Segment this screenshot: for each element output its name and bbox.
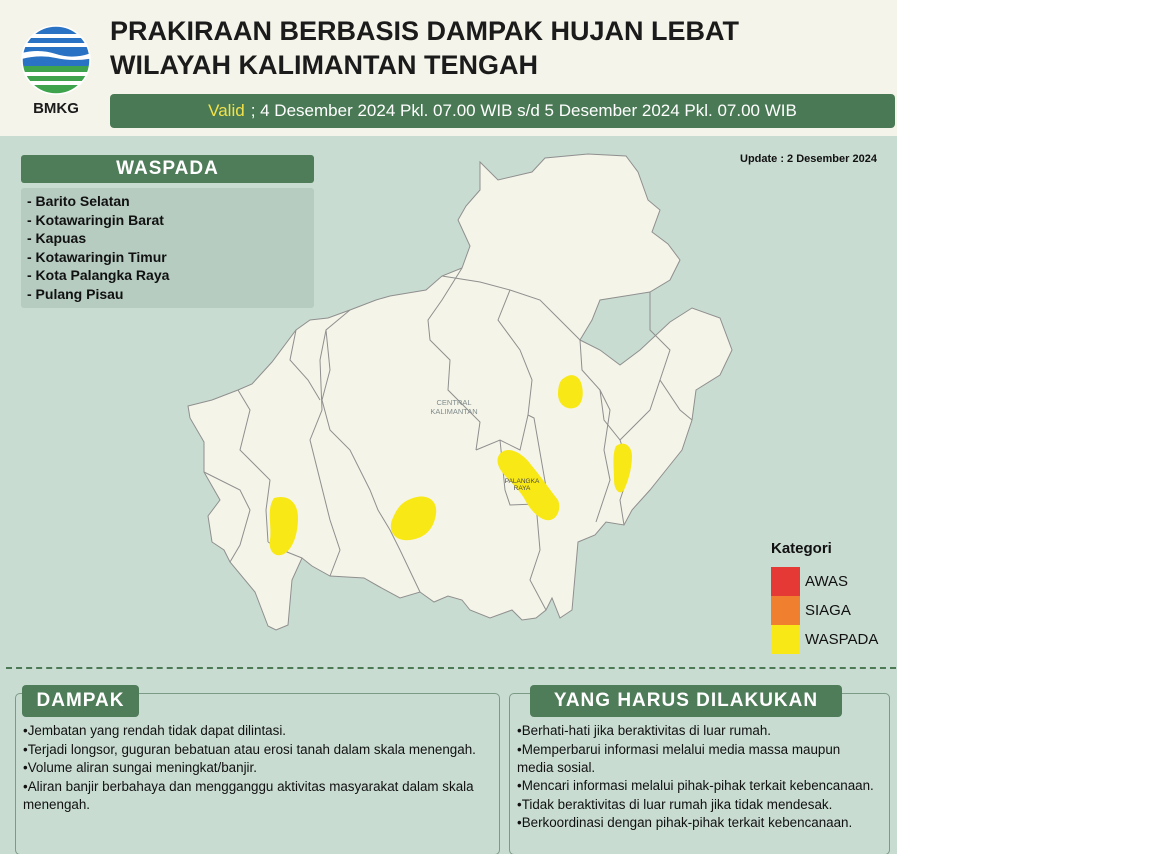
tindakan-item: • Memperbarui informasi melalui media massa maupun media sosial. bbox=[517, 741, 877, 777]
header bbox=[0, 0, 897, 136]
update-date: Update : 2 Desember 2024 bbox=[740, 153, 877, 165]
page-title bbox=[110, 14, 739, 82]
legend-swatch-awas bbox=[771, 567, 800, 596]
legend-swatch-waspada bbox=[771, 625, 800, 654]
legend bbox=[771, 540, 878, 654]
province-label-1: CENTRAL bbox=[436, 398, 472, 407]
dampak-panel bbox=[15, 690, 500, 854]
tindakan-item: • Mencari informasi melalui pihak-pihak terkait kebencanaan. bbox=[517, 777, 877, 795]
dampak-list bbox=[23, 722, 487, 814]
title-line-2: WILAYAH KALIMANTAN TENGAH bbox=[110, 50, 538, 80]
region-item: - Kotawaringin Barat bbox=[27, 211, 164, 228]
tindakan-panel bbox=[509, 690, 890, 854]
waspada-region-box bbox=[21, 155, 314, 308]
tindakan-item: • Berhati-hati jika beraktivitas di luar rumah. bbox=[517, 722, 877, 740]
bmkg-logo bbox=[18, 22, 94, 118]
region-item: - Pulang Pisau bbox=[27, 285, 124, 302]
waspada-area-barito-utara bbox=[558, 375, 583, 408]
tindakan-list bbox=[517, 722, 877, 833]
region-item: - Kota Palangka Raya bbox=[27, 267, 170, 284]
legend-item-siaga bbox=[771, 596, 878, 625]
region-item: - Barito Selatan bbox=[27, 193, 130, 209]
legend-swatch-siaga bbox=[771, 596, 800, 625]
logo-text: BMKG bbox=[33, 100, 79, 117]
waspada-heading: WASPADA bbox=[21, 155, 314, 183]
tindakan-item: • Tidak beraktivitas di luar rumah jika tidak mendesak. bbox=[517, 796, 877, 814]
region-item: - Kotawaringin Timur bbox=[27, 248, 167, 265]
section-divider bbox=[6, 667, 896, 669]
dampak-heading: DAMPAK bbox=[22, 685, 139, 717]
dampak-item: • Terjadi longsor, guguran bebatuan atau erosi tanah dalam skala menengah. bbox=[23, 741, 487, 759]
title-line-1: PRAKIRAAN BERBASIS DAMPAK HUJAN LEBAT bbox=[110, 16, 740, 46]
region-item: - Kapuas bbox=[27, 230, 87, 247]
bmkg-emblem-icon bbox=[18, 22, 94, 118]
legend-item-awas bbox=[771, 567, 878, 596]
legend-label-waspada: WASPADA bbox=[805, 631, 879, 648]
city-label-1: PALANGKA bbox=[504, 478, 540, 485]
tindakan-heading: YANG HARUS DILAKUKAN bbox=[530, 685, 842, 717]
dampak-item: • Aliran banjir berbahaya dan mengganggu aktivitas masyarakat dalam skala menengah. bbox=[23, 778, 487, 814]
dampak-item: • Volume aliran sungai meningkat/banjir. bbox=[23, 759, 487, 777]
legend-item-waspada bbox=[771, 625, 878, 654]
city-label-2: RAYA bbox=[513, 485, 531, 492]
tindakan-item: • Berkoordinasi dengan pihak-pihak terkait kebencanaan. bbox=[517, 814, 877, 832]
legend-title: Kategori bbox=[771, 540, 832, 557]
valid-period-text: ; 4 Desember 2024 Pkl. 07.00 WIB s/d 5 Desember 2024 Pkl. 07.00 WIB bbox=[250, 101, 797, 120]
province-label-2: KALIMANTAN bbox=[430, 407, 478, 416]
legend-label-awas: AWAS bbox=[805, 573, 849, 590]
waspada-region-list bbox=[21, 188, 314, 308]
valid-period-bar bbox=[110, 94, 895, 128]
dampak-item: • Jembatan yang rendah tidak dapat dilintasi. bbox=[23, 722, 487, 740]
legend-label-siaga: SIAGA bbox=[805, 602, 851, 619]
valid-label: Valid bbox=[208, 101, 245, 120]
